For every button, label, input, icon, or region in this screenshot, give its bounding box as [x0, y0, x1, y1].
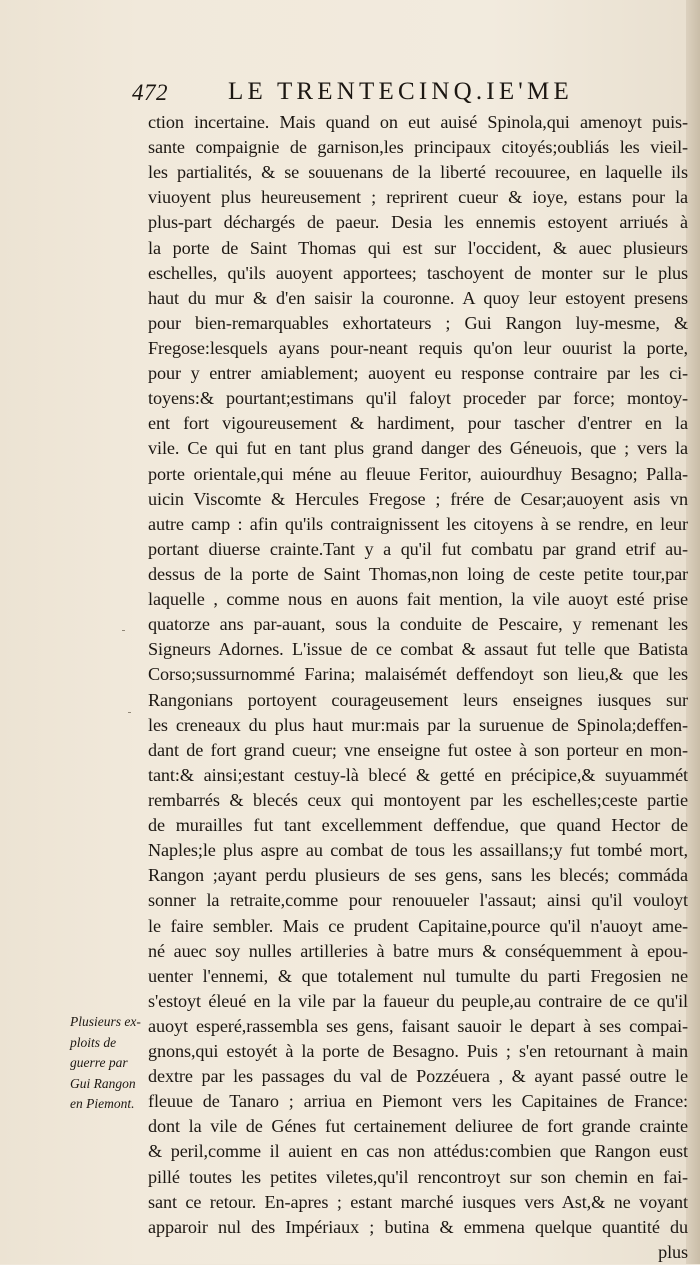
text-line: rembarrés & blecés ceux qui montoyent par les eschelles;ceste partie [148, 789, 688, 810]
text-line: ction incertaine. Mais quand on eut auisé Spinola,qui amenoyt puis- [148, 112, 688, 132]
text-line: sonner la retraite,comme pour renouueler l'assaut; ainsi qu'il vouloyt [148, 890, 688, 911]
text-line: eschelles, qu'ils auoyent apportees; taschoyent de monter sur le plus [148, 262, 688, 283]
page-number: 472 [132, 80, 168, 105]
text-line: plus-part déchargés de paeur. Desia les ennemis estoyent arriués à [148, 212, 688, 233]
text-line: haut du mur & d'en saisir la couronne. A quoy leur estoyent presens [148, 287, 688, 308]
margin-note-line: en Piemont. [70, 1096, 135, 1111]
margin-note [70, 1012, 148, 1115]
text-line: quatorze ans par-auant, sous la conduite de Pescaire, y remenant les [148, 614, 688, 635]
margin-note-line: guerre par [70, 1055, 128, 1070]
text-line: viuoyent plus heureusement ; reprirent cueur & ioye, estans pour la [148, 187, 688, 208]
text-line: porte orientale,qui méne au fleuue Feritor, auiourdhuy Besagno; Palla- [148, 463, 688, 484]
margin-note-line: Gui Rangon [70, 1075, 136, 1091]
text-line: pillé toutes les petites viletes,qu'il rencontroyt sur son chemin en fai- [148, 1166, 688, 1187]
text-line: dextre par les passages du val de Pozzéuera , & ayant passé outre le [148, 1066, 688, 1087]
text-line: tant:& ainsi;estant cestuy-là blecé & getté en précipice,& suyuammét [148, 764, 688, 785]
text-line: de murailles fut tant excellemment deffendue, que quand Hector de [148, 815, 688, 836]
text-line: Fregose:lesquels ayans pour-neant requis qu'on leur ouurist la porte, [148, 337, 688, 358]
text-line: sant ce retour. En-apres ; estant marché iusques vers Ast,& ne voyant [148, 1191, 688, 1212]
text-line: Naples;le plus aspre au combat de tous les assaillans;y fut tombé mort, [148, 840, 688, 861]
paper-speck [128, 712, 131, 713]
paper-speck [122, 630, 125, 631]
text-line: uenter l'ennemi, & que totalement nul tumulte du parti Fregosien ne [148, 965, 688, 986]
text-line: sante compaignie de garnison,les principaux citoyés;oubliás les vieil- [148, 137, 688, 158]
text-line: le faire sembler. Mais ce prudent Capitaine,pource qu'il n'auoyt ame- [148, 915, 688, 936]
text-line: Rangonians portoyent courageusement leurs enseignes iusques sur [148, 689, 688, 710]
text-line: Signeurs Adornes. L'issue de ce combat & assaut fut telle que Batista [148, 639, 688, 660]
page-edge-shadow [686, 0, 700, 1264]
text-line: dont la vile de Génes fut certainement deliuree de fort grande crainte [148, 1116, 688, 1137]
text-line: les partialités, & se souuenans de la liberté recouuree, en laquelle ils [148, 162, 688, 183]
text-line: Corso;sussurnommé Farina; malaisémét deffendoyt son lieu,& que les [148, 664, 688, 685]
page-header [132, 78, 684, 108]
running-title: LE TRENTECINQ.IE'ME [228, 78, 573, 105]
text-line: plus [658, 1241, 688, 1262]
text-line: les creneaux du plus haut mur:mais par la suruenue de Spinola;deffen- [148, 714, 688, 735]
text-line: toyens:& pourtant;estimans qu'il faloyt proceder par force; montoy- [148, 388, 688, 409]
text-line: uicin Viscomte & Hercules Fregose ; frére de Cesar;auoyent asis vn [148, 488, 688, 509]
text-line: né auec soy nulles artilleries à batre murs & conséquemment à epou- [148, 940, 688, 961]
text-line: auoyt esperé,rassembla ses gens, faisant sauoir le depart à ses compai- [148, 1015, 688, 1036]
text-line: pour y entrer amiablement; auoyent eu response contraire par les ci- [148, 363, 688, 384]
text-line: gnons,qui estoyét à la porte de Besagno. Puis ; s'en retournant à main [148, 1041, 688, 1062]
text-line: pour bien-remarquables exhortateurs ; Gui Rangon luy-mesme, & [148, 312, 688, 333]
text-line: dant de fort grand cueur; vne enseigne fut ostee à son porteur en mon- [148, 739, 688, 760]
margin-note-line: ploits de [70, 1034, 117, 1050]
text-line: Rangon ;ayant perdu plusieurs de ses gens, sans les blecés; commáda [148, 865, 688, 886]
text-line: autre camp : afin qu'ils contraignissent les citoyens à se rendre, en leur [148, 513, 688, 534]
text-line: & peril,comme il auient en cas non attédus:combien que Rangon eust [148, 1141, 688, 1162]
text-line: portant diuerse crainte.Tant y a qu'il fut combatu par grand etrif au- [148, 538, 688, 559]
text-line: apparoir nul des Impériaux ; butina & emmena quelque quantité du [148, 1216, 688, 1237]
text-line: la porte de Saint Thomas qui est sur l'occident, & auec plusieurs [148, 237, 688, 258]
text-line: dessus de la porte de Saint Thomas,non loing de ceste petite tour,par [148, 563, 688, 584]
text-line: ent fort vigoureusement & hardiment, pour tascher d'entrer en la [148, 413, 688, 434]
margin-note-line: Plusieurs ex- [70, 1014, 141, 1029]
text-line: fleuue de Tanaro ; arriua en Piemont vers les Capitaines de France: [148, 1091, 688, 1112]
body-text [148, 110, 688, 1265]
text-line: s'estoyt éleué en la vile par la faueur du peuple,au contraire de ce qu'il [148, 990, 688, 1011]
text-line: laquelle , comme nous en auons fait mention, la vile auoyt esté prise [148, 589, 688, 610]
text-line: vile. Ce qui fut en tant plus grand danger des Géneuois, que ; vers la [148, 438, 688, 459]
